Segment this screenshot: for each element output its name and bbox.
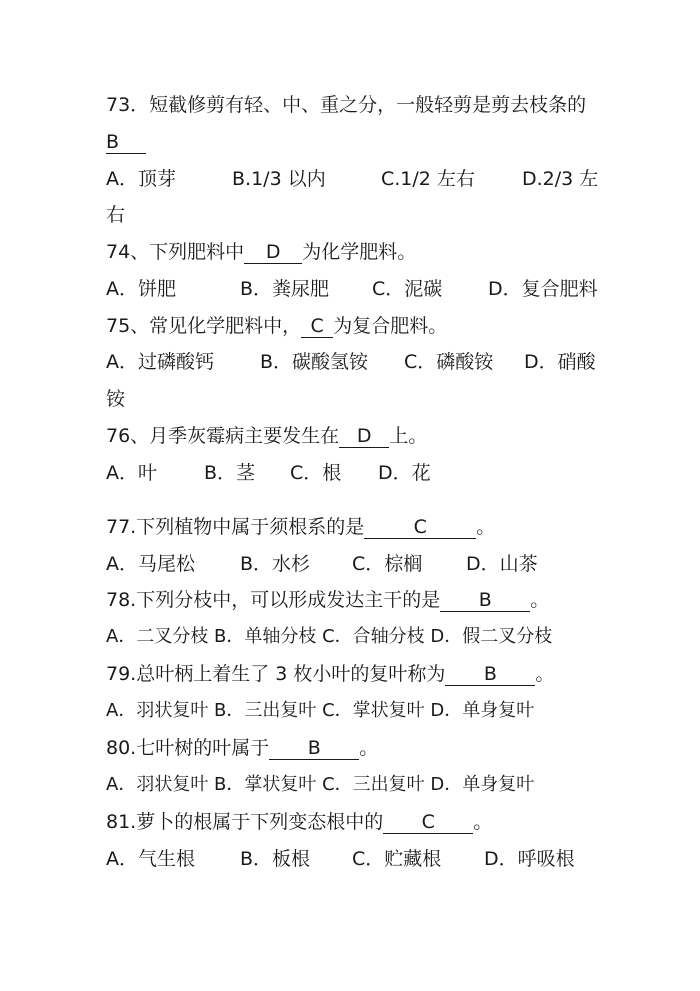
q80-stem-post: 。	[359, 737, 379, 759]
q75-stem-pre: 75、常见化学肥料中，	[106, 315, 302, 337]
q81-option-b: B．板根	[240, 848, 311, 870]
q81-options	[106, 847, 606, 871]
q75-options	[106, 350, 606, 374]
q81-option-a: A．气生根	[106, 848, 195, 870]
q75-stem	[106, 314, 447, 338]
q77-option-b: B．水杉	[240, 553, 311, 575]
q76-answer-blank: D	[339, 425, 389, 448]
q79-stem-post: 。	[535, 663, 555, 685]
q73-option-b: B.1/3 以内	[232, 168, 326, 190]
q81-option-d: D．呼吸根	[484, 848, 575, 870]
q78-stem-pre: 78.下列分枝中，可以形成发达主干的是	[106, 589, 441, 611]
q74-options	[106, 277, 606, 301]
q73-option-c: C.1/2 左右	[381, 168, 475, 190]
q74-option-c: C．泥碳	[372, 278, 443, 300]
q79-answer-blank: B	[445, 663, 535, 686]
q81-stem-post: 。	[473, 811, 493, 833]
q77-option-c: C．棕榈	[352, 553, 423, 575]
q78-stem-post: 。	[530, 589, 550, 611]
q75-option-d: D．硝酸	[524, 351, 596, 373]
q81-stem-pre: 81.萝卜的根属于下列变态根中的	[106, 811, 384, 833]
q76-stem-pre: 76、月季灰霉病主要发生在	[106, 425, 340, 447]
q78-options: A．二叉分枝 B．单轴分枝 C．合轴分枝 D．假二叉分枝	[106, 626, 553, 647]
q75-answer-blank: C	[301, 315, 333, 338]
q74-option-b: B．粪尿肥	[240, 278, 330, 300]
q73-option-a: A．顶芽	[106, 168, 176, 190]
q76-stem	[106, 424, 427, 448]
q81-answer-blank: C	[383, 811, 473, 834]
q80-stem	[106, 736, 378, 760]
q76-option-d: D．花	[378, 462, 431, 484]
q80-stem-pre: 80.七叶树的叶属于	[106, 737, 270, 759]
q76-options	[106, 461, 506, 485]
q74-stem-pre: 74、下列肥料中	[106, 241, 245, 263]
q73-stem: 73．短截修剪有轻、中、重之分，一般轻剪是剪去枝条的	[106, 94, 587, 116]
q77-option-a: A．马尾松	[106, 553, 195, 575]
q81-stem	[106, 810, 492, 834]
q74-stem	[106, 240, 416, 264]
q77-option-d: D．山茶	[466, 553, 538, 575]
q79-stem	[106, 662, 554, 686]
q79-stem-pre: 79.总叶柄上着生了 3 枚小叶的复叶称为	[106, 663, 446, 685]
q74-option-a: A．饼肥	[106, 278, 176, 300]
q76-option-b: B．茎	[204, 462, 256, 484]
q76-option-c: C．根	[290, 462, 342, 484]
q75-stem-post: 为复合肥料。	[333, 315, 448, 337]
q79-options: A．羽状复叶 B．三出复叶 C．掌状复叶 D．单身复叶	[106, 700, 535, 721]
q80-answer-blank: B	[269, 737, 359, 760]
q77-stem	[106, 515, 495, 539]
q74-stem-post: 为化学肥料。	[302, 241, 417, 263]
q75-option-a: A．过磷酸钙	[106, 351, 214, 373]
q77-stem-pre: 77.下列植物中属于须根系的是	[106, 516, 365, 538]
q74-option-d: D．复合肥料	[488, 278, 598, 300]
q73-option-d: D.2/3 左	[522, 168, 599, 190]
q78-answer-blank: B	[440, 589, 530, 612]
q81-option-c: C．贮藏根	[352, 848, 442, 870]
q74-answer-blank: D	[244, 241, 302, 264]
q75-option-b: B．碳酸氢铵	[260, 351, 369, 373]
q73-answer-blank: B	[106, 131, 146, 154]
q76-option-a: A．叶	[106, 462, 157, 484]
q73-answer-line	[106, 130, 146, 154]
q77-options	[106, 552, 566, 576]
q77-stem-post: 。	[476, 516, 496, 538]
q75-option-c: C．磷酸铵	[404, 351, 494, 373]
q73-option-wrap: 右	[106, 204, 126, 226]
q76-stem-post: 上。	[389, 425, 428, 447]
q78-stem	[106, 588, 549, 612]
q73-options	[106, 167, 606, 191]
q80-options: A．羽状复叶 B．掌状复叶 C．三出复叶 D．单身复叶	[106, 774, 535, 795]
q75-option-wrap: 铵	[106, 388, 126, 410]
q77-answer-blank: C	[364, 516, 476, 539]
